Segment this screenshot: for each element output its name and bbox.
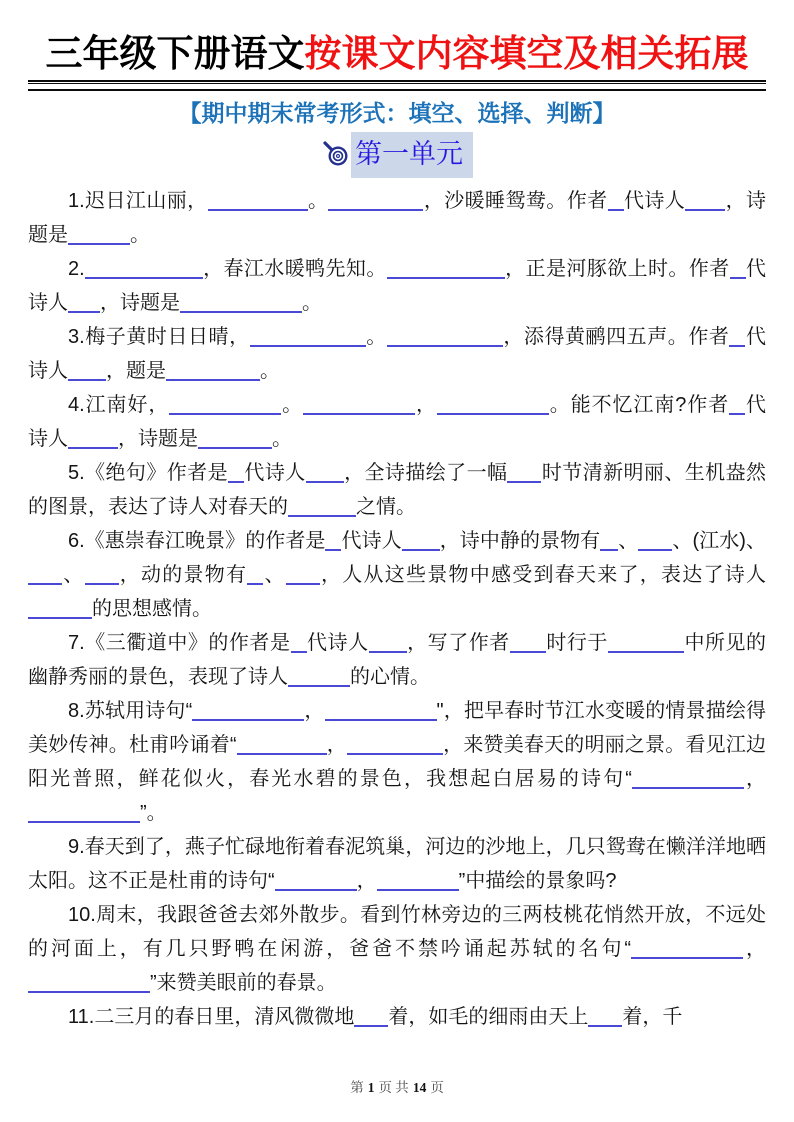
fill-in-blank	[288, 495, 356, 517]
question-text: 、	[62, 564, 85, 586]
fill-in-blank	[180, 291, 302, 313]
question-text: 。	[302, 292, 322, 314]
fill-in-blank	[510, 631, 546, 653]
fill-in-blank	[303, 393, 415, 415]
fill-in-blank	[377, 869, 459, 891]
fill-in-blank	[354, 1005, 388, 1027]
question-text: ，诗题是	[100, 292, 180, 314]
question-text: 。	[307, 190, 329, 212]
question-text: ，	[326, 734, 347, 756]
fill-in-blank	[68, 359, 106, 381]
question-text: ，沙暖睡鸳鸯。作者	[423, 190, 608, 212]
page-title-black-part: 三年级下册语文	[45, 33, 305, 74]
question-text: 1.迟日江山丽，	[68, 190, 208, 212]
footer-text: 页 共	[378, 1080, 409, 1095]
fill-in-blank	[192, 699, 304, 721]
fill-in-blank	[730, 257, 746, 279]
question-text: ，	[415, 394, 437, 416]
question-text: ，动的景物有	[118, 564, 248, 586]
question-text: ，添得黄鹂四五声。作者	[502, 326, 730, 348]
question-text: ，诗题是	[118, 428, 198, 450]
question-text: 的心情。	[350, 666, 430, 688]
fill-in-blank	[198, 427, 272, 449]
question-text: 代诗人	[28, 258, 767, 314]
question-5	[28, 456, 766, 524]
question-text: 时节清新明丽、生机盎然的图景，表达了诗人对春天的	[28, 462, 767, 518]
fill-in-blank	[28, 801, 140, 823]
fill-in-blank	[608, 189, 624, 211]
question-text: ，	[356, 870, 377, 892]
fill-in-blank	[638, 529, 672, 551]
question-text: 。	[260, 360, 280, 382]
question-text: 代诗人	[341, 530, 402, 552]
question-text: 3.梅子黄时日日晴，	[68, 326, 250, 348]
question-10	[28, 898, 766, 1000]
question-text: 11.二三月的春日里，清风微微地	[68, 1006, 355, 1028]
question-text: 代诗人	[623, 190, 686, 212]
question-text: 8.苏轼用诗句“	[68, 700, 193, 722]
page-title-red-part: 按课文内容填空及相关拓展	[304, 33, 749, 74]
question-text: ，全诗描绘了一幅	[343, 462, 508, 484]
question-text: 6.《惠崇春江晚景》的作者是	[68, 530, 326, 552]
magnifier-target-icon	[321, 139, 350, 171]
fill-in-blank	[288, 665, 350, 687]
fill-in-blank	[387, 257, 505, 279]
fill-in-blank	[631, 937, 743, 959]
fill-in-blank	[588, 1005, 622, 1027]
question-text: 。	[365, 326, 387, 348]
question-text: 7.《三衢道中》的作者是	[68, 632, 291, 654]
fill-in-blank	[286, 563, 320, 585]
question-2	[28, 252, 766, 320]
page-title	[28, 30, 766, 77]
question-text: ，春江水暖鸭先知。	[202, 258, 387, 280]
fill-in-blank	[729, 325, 745, 347]
fill-in-blank	[387, 325, 503, 347]
footer-total-pages: 14	[412, 1080, 427, 1095]
question-text: 之情。	[356, 496, 416, 518]
question-text: 4.江南好，	[68, 394, 170, 416]
fill-in-blank	[228, 461, 244, 483]
question-text: 的思想感情。	[92, 598, 212, 620]
page-footer	[0, 1076, 794, 1096]
fill-in-blank	[68, 291, 100, 313]
title-divider-line	[28, 80, 766, 91]
question-text: "，把早春时节江水变暖的情景描绘得美妙传神。杜甫吟诵着“	[28, 700, 766, 756]
fill-in-blank	[85, 257, 203, 279]
question-text: 10.周末，我跟爸爸去郊外散步。看到竹林旁边的三两枝桃花悄然开放，不远处的河面上，有几只野鸭在闲游，爸爸不禁吟诵起苏轼的名句“	[28, 904, 766, 960]
fill-in-blank	[600, 529, 618, 551]
fill-in-blank	[437, 393, 549, 415]
fill-in-blank	[247, 563, 263, 585]
question-text: 、	[618, 530, 639, 552]
question-6	[28, 524, 766, 626]
question-text: ，诗题是	[28, 190, 767, 246]
fill-in-blank	[325, 529, 341, 551]
fill-in-blank	[28, 597, 92, 619]
fill-in-blank	[28, 563, 62, 585]
section-heading	[28, 132, 766, 178]
fill-in-blank	[632, 767, 744, 789]
question-text: ，	[304, 700, 325, 722]
question-7	[28, 626, 766, 694]
question-text: ，	[743, 938, 767, 960]
question-8	[28, 694, 766, 830]
fill-in-blank	[250, 325, 366, 347]
question-text: 9.春天到了，燕子忙碌地衔着春泥筑巢，河边的沙地上，几只鸳鸯在懒洋洋地晒太阳。这不正是杜甫的诗句“	[28, 836, 766, 892]
question-9	[28, 830, 766, 898]
fill-in-blank	[306, 461, 344, 483]
fill-in-blank	[685, 189, 725, 211]
question-text: 、	[263, 564, 286, 586]
question-text: 着，如毛的细雨由天上	[388, 1006, 589, 1028]
question-text: 。	[272, 428, 292, 450]
fill-in-blank	[275, 869, 357, 891]
question-text: 5.《绝句》作者是	[68, 462, 229, 484]
question-text: ”中描绘的景象吗?	[458, 870, 617, 892]
footer-text: 第	[350, 1080, 364, 1095]
fill-in-blank	[325, 699, 437, 721]
question-text: ”。	[140, 802, 167, 824]
fill-in-blank	[347, 733, 443, 755]
fill-in-blank	[68, 427, 118, 449]
fill-in-blank	[507, 461, 541, 483]
fill-in-blank	[291, 631, 307, 653]
fill-in-blank	[68, 223, 130, 245]
question-text: 时行于	[545, 632, 608, 654]
question-text: ”来赞美眼前的春景。	[150, 972, 337, 994]
question-text: 代诗人	[306, 632, 369, 654]
question-text: 。	[281, 394, 304, 416]
question-text: ，来赞美春天的明丽之景。看见江边阳光普照，鲜花似火，春光水碧的景色，我想起白居易的诗句“	[28, 734, 767, 790]
question-text: ，正是河豚欲上时。作者	[504, 258, 730, 280]
question-text: 2.	[68, 258, 85, 280]
fill-in-blank	[166, 359, 260, 381]
question-1	[28, 184, 766, 252]
footer-page-number: 1	[367, 1080, 375, 1095]
question-text: 代诗人	[28, 326, 766, 382]
question-text: 代诗人	[28, 394, 767, 450]
questions-list	[28, 184, 766, 1034]
exam-format-subtitle: 【期中期末常考形式：填空、选择、判断】	[178, 100, 616, 126]
question-11	[28, 1000, 766, 1034]
question-text: ，	[743, 768, 766, 790]
fill-in-blank	[608, 631, 684, 653]
question-text: ，题是	[106, 360, 166, 382]
fill-in-blank	[85, 563, 119, 585]
section-title-unit-1: 第一单元	[351, 132, 473, 178]
footer-text: 页	[430, 1080, 444, 1095]
fill-in-blank	[237, 733, 327, 755]
fill-in-blank	[402, 529, 440, 551]
fill-in-blank	[208, 189, 308, 211]
fill-in-blank	[169, 393, 281, 415]
question-text: 代诗人	[244, 462, 306, 484]
fill-in-blank	[28, 971, 150, 993]
fill-in-blank	[328, 189, 423, 211]
question-text: 。	[130, 224, 150, 246]
question-text: ，诗中静的景物有	[439, 530, 601, 552]
question-text: ，人从这些景物中感受到春天来了，表达了诗人	[319, 564, 766, 586]
fill-in-blank	[729, 393, 745, 415]
question-3	[28, 320, 766, 388]
question-4	[28, 388, 766, 456]
question-text: 着，千	[622, 1006, 683, 1028]
question-text: ，写了作者	[406, 632, 510, 654]
question-text: 、(江水)、	[672, 530, 767, 552]
question-text: 。能不忆江南?作者	[548, 394, 730, 416]
question-text: 中所见的幽静秀丽的景色，表现了诗人	[28, 632, 767, 688]
fill-in-blank	[369, 631, 407, 653]
